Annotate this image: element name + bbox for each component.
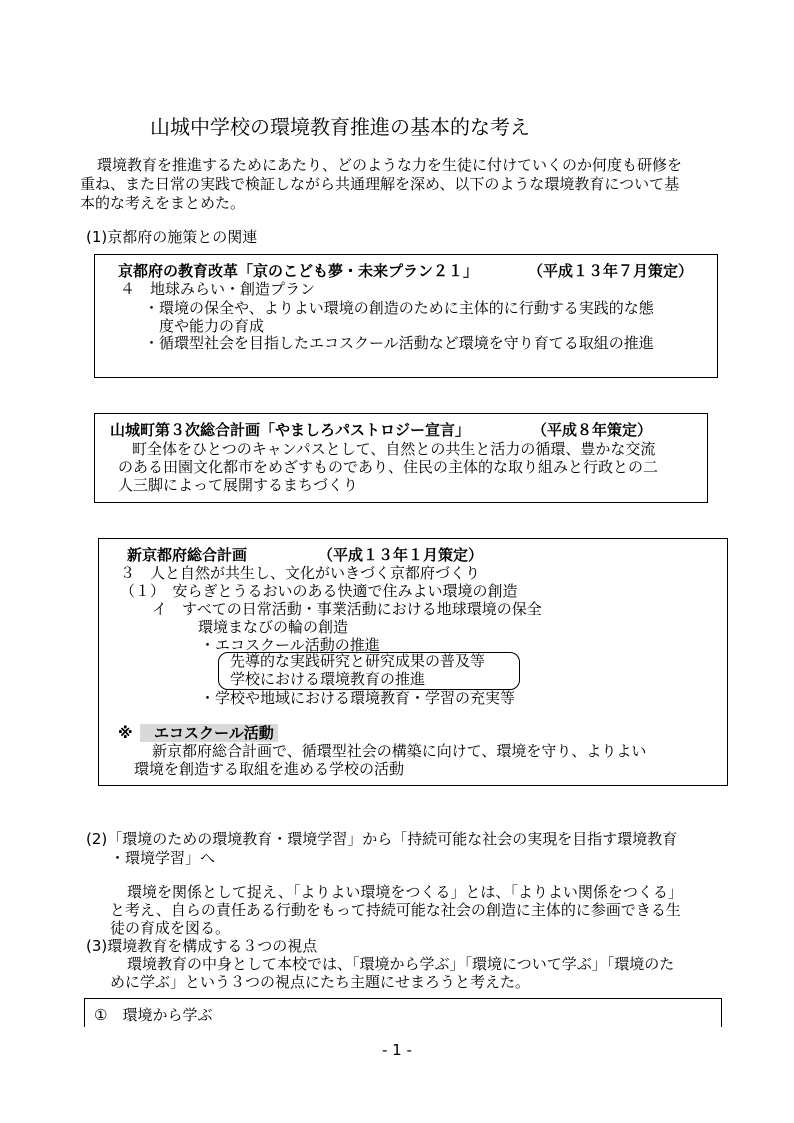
section2-body-1: 環境を関係として捉え、「よりよい環境をつくる」とは、「よりよい関係をつくる」 (127, 883, 683, 901)
box3-line-8: ・学校や地域における環境教育・学習の充実等 (200, 689, 516, 707)
box3-line-7: 学校における環境教育の推進 (230, 670, 426, 688)
box1-bullet-2: ・循環型社会を目指したエコスクール活動など環境を守り育てる取組の推進 (144, 334, 654, 352)
section2-heading-2: ・環境学習」へ (110, 849, 216, 867)
section2-body-2: と考え、自らの責任ある行動をもって持続可能な社会の創造に主体的に参画できる生 (110, 901, 681, 919)
box3-line-6: 先導的な実践研究と研究成果の普及等 (230, 652, 486, 670)
box3-line-1: ３ 人と自然が共生し、文化がいきづく京都府づくり (120, 564, 481, 582)
box3-title: 新京都府総合計画 (127, 546, 248, 564)
box1-item: ４ 地球みらい・創造プラン (120, 280, 316, 298)
box1-bullet-1-cont: 度や能力の育成 (159, 317, 265, 335)
box2-body-1: 町全体をひとつのキャンパスとして、自然との共生と活力の循環、豊かな交流 (132, 440, 656, 458)
box3-line-3: イ すべての日常活動・事業活動における地球環境の保全 (152, 600, 542, 618)
note-body-1: 新京都府総合計画で、循環型社会の構築に向けて、環境を守り、よりよい (152, 742, 647, 760)
box1-date: （平成１３年７月策定） (528, 262, 694, 280)
box3-line-4: 環境まなびの輪の創造 (198, 618, 349, 636)
intro-line-1: 環境教育を推進するためにあたり、どのような力を生徒に付けていくのか何度も研修を (97, 156, 683, 174)
intro-line-2: 重ね、また日常の実践で検証しながら共通理解を深め、以下のような環境教育について基 (80, 175, 680, 193)
note-body-2: 環境を創造する取組を進める学校の活動 (134, 760, 405, 778)
section2-heading-1: (2)「環境のための環境教育・環境学習」から「持続可能な社会の実現を目指す環境教育 (86, 830, 678, 848)
box2-title: 山城町第３次総合計画「やましろパストロジー宣言」 (110, 421, 471, 439)
box3-line-2: （１） 安らぎとうるおいのある快適で住みよい環境の創造 (120, 582, 518, 600)
box2-date: （平成８年策定） (532, 421, 653, 439)
section1-heading: (1)京都府の施策との関連 (86, 228, 258, 246)
box1-title: 京都府の教育改革「京のこども夢・未来プラン２１」 (118, 262, 479, 280)
page-number: - 1 - (382, 1041, 412, 1059)
note-title: エコスクール活動 (140, 724, 278, 742)
box2-body-2: のある田園文化都市をめざすものであり、住民の主体的な取り組みと行政との二 (118, 458, 659, 476)
note-mark: ※ (118, 724, 133, 742)
box1-bullet-1: ・環境の保全や、よりよい環境の創造のために主体的に行動する実践的な態 (144, 299, 654, 317)
section2-body-3: 徒の育成を図る。 (110, 919, 231, 937)
viewpoint-item-1: ① 環境から学ぶ (94, 1006, 213, 1024)
box2-body-3: 人三脚によって展開するまちづくり (118, 476, 358, 494)
page-title: 山城中学校の環境教育推進の基本的な考え (150, 115, 530, 139)
box3-line-5: ・エコスクール活動の推進 (200, 636, 380, 654)
intro-line-3: 本的な考えをまとめた。 (80, 194, 246, 212)
section3-body-2: めに学ぶ」という３つの視点にたち主題にせまろうと考えた。 (110, 973, 531, 991)
box3-date: （平成１３年１月策定） (318, 546, 484, 564)
section3-heading: (3)環境教育を構成する３つの視点 (86, 937, 318, 955)
section3-body-1: 環境教育の中身として本校では、「環境から学ぶ」「環境について学ぶ」「環境のた (127, 955, 675, 973)
